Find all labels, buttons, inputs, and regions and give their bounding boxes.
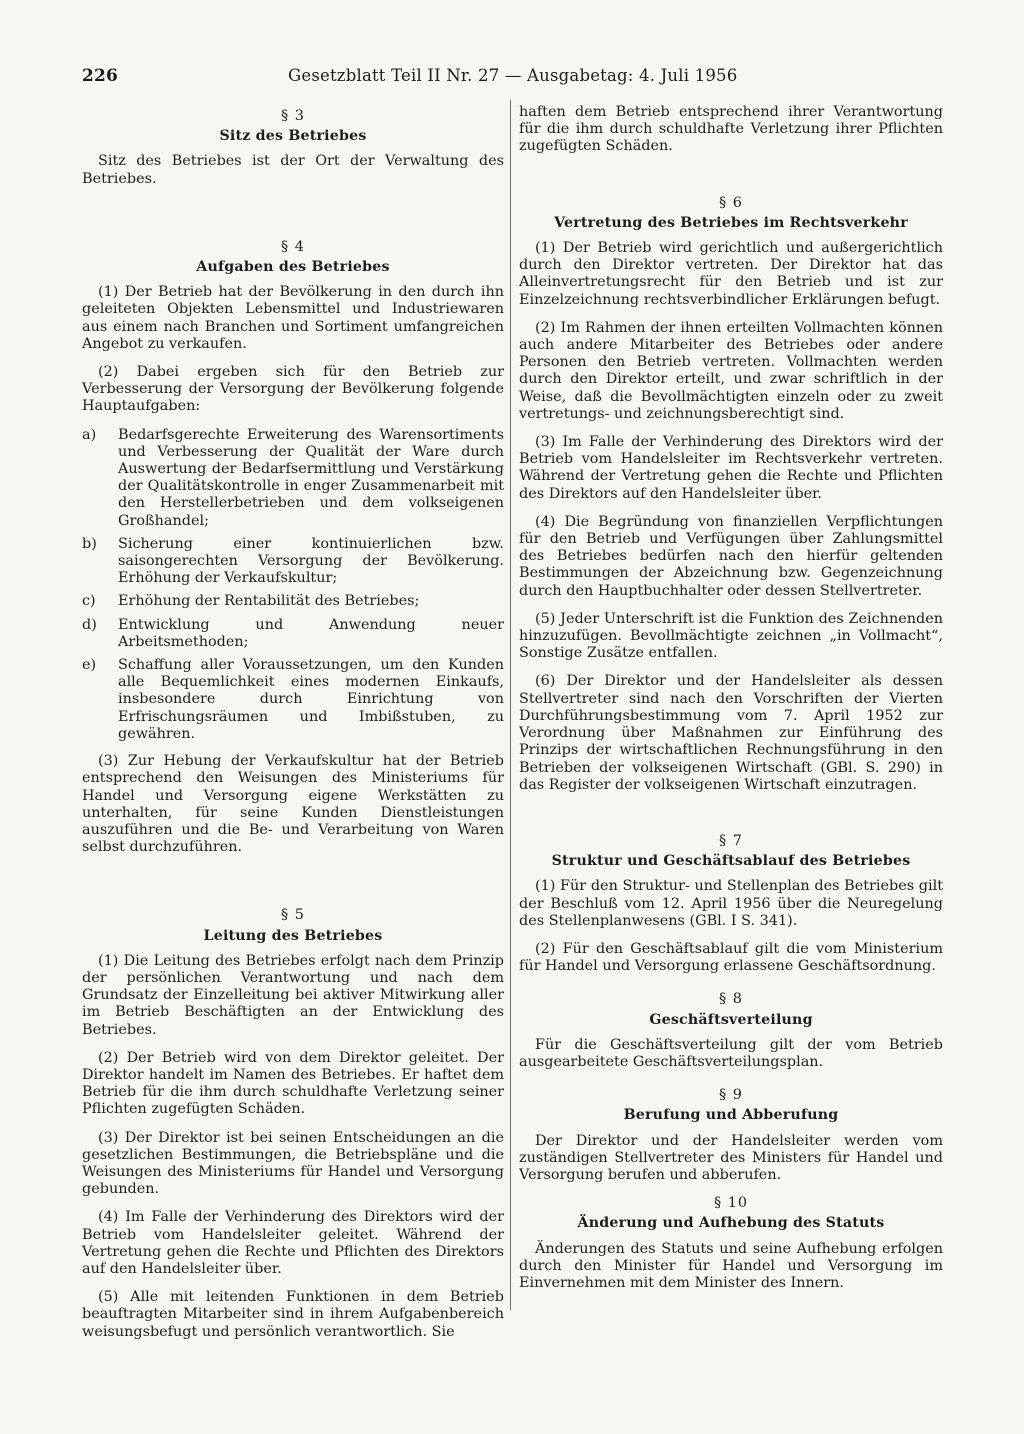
list-item: [82, 657, 504, 743]
section-6-paragraph-2: (2) Im Rahmen der ihnen erteilten Vollmachten können auch andere Mitarbeiter des Betriebes oder andere Personen den Betrieb vertreten. Vollmachten werden durch den Direktor erteilt, und zwar schriftlich in der Weise, daß die Bevollmächtigten einzeln oder zu zweit vertretungs- und zeichnungsberechtigt sind.: [519, 319, 943, 422]
section-8-paragraph: Für die Geschäftsverteilung gilt der vom Betrieb ausgearbeitete Geschäftsverteilungsplan.: [519, 1036, 943, 1070]
section-6-paragraph-3: (3) Im Falle der Verhinderung des Direktors wird der Betrieb vom Handelsleiter im Rechtsverkehr vertreten. Während der Vertretung gehen die Rechte und Pflichten des Direktors auf den Handelsleiter über.: [519, 434, 943, 502]
section-9-number: § 9: [719, 1087, 743, 1104]
section-7-number: § 7: [719, 832, 743, 849]
section-7-paragraph-1: (1) Für den Struktur- und Stellenplan des Betriebes gilt der Beschluß vom 12. April 1956 über die Neuregelung des Stellenplanwesens (GBl. I S. 341).: [519, 878, 943, 929]
list-item-text: Entwicklung und Anwendung neuer Arbeitsmethoden;: [118, 616, 504, 650]
section-5-heading: Leitung des Betriebes: [203, 927, 383, 944]
list-item-text: Erhöhung der Rentabilität des Betriebes;: [118, 593, 420, 610]
section-5-paragraph-3: (3) Der Direktor ist bei seinen Entscheidungen an die gesetzlichen Bestimmungen, die Betriebspläne und die Weisungen des Ministeriums für Handel und Versorgung gebunden.: [82, 1129, 504, 1198]
section-6-heading: Vertretung des Betriebes im Rechtsverkehr: [554, 214, 908, 231]
list-item: [82, 427, 504, 530]
list-item-label: d): [82, 616, 97, 633]
gazette-title: Gesetzblatt Teil II Nr. 27 — Ausgabetag: 4. Juli 1956: [288, 66, 738, 85]
section-9-paragraph: Der Direktor und der Handelsleiter werden vom zuständigen Stellvertreter des Ministers für Handel und Versorgung berufen und abberufen.: [519, 1132, 943, 1183]
section-10-paragraph: Änderungen des Statuts und seine Aufhebung erfolgen durch den Minister für Handel und Versorgung im Einvernehmen mit dem Minister des Innern.: [519, 1240, 943, 1291]
list-item-label: c): [82, 593, 96, 610]
list-item: [82, 617, 504, 651]
section-6-paragraph-6: (6) Der Direktor und der Handelsleiter als dessen Stellvertreter sind nach den Vorschriften der Vierten Durchführungsbestimmung vom 7. April 1952 zur Verordnung über Maßnahmen zur Einführung des Prinzips der wirtschaftlichen Rechnungsführung in den Betrieben der volkseigenen Wirtschaft (GBl. S. 290) in das Register der volkseigenen Wirtschaft einzutragen.: [519, 673, 943, 793]
list-item-text: Schaffung aller Voraussetzungen, um den Kunden alle Bequemlichkeit eines modernen Einkaufs, insbesondere durch Einrichtung von Erfrischungsräumen und Imbißstuben, zu gewähren.: [118, 657, 504, 742]
list-item-text: Sicherung einer kontinuierlichen bzw. saisongerechten Versorgung der Bevölkerung. Erhöhung der Verkaufskultur;: [118, 535, 504, 587]
section-9-heading: Berufung und Abberufung: [623, 1107, 839, 1124]
section-5-number: § 5: [281, 907, 305, 924]
section-10-number: § 10: [713, 1195, 749, 1212]
section-5-paragraph-1: (1) Die Leitung des Betriebes erfolgt nach dem Prinzip der persönlichen Verantwortung und nach dem Grundsatz der Einzelleitung bei aktiver Mitwirkung aller im Betrieb Beschäftigten an der Entwicklung des Betriebes.: [82, 952, 504, 1038]
list-item-label: a): [82, 426, 97, 443]
section-4-heading: Aufgaben des Betriebes: [196, 259, 390, 276]
left-column: [82, 108, 504, 1352]
section-5-paragraph-4: (4) Im Falle der Verhinderung des Direktors wird der Betrieb vom Handelsleiter geleitet. Während der Vertretung gehen die Rechte und Pflichten des Direktors auf den Handelsleiter über.: [82, 1209, 504, 1277]
section-5-continuation: haften dem Betrieb entsprechend ihrer Verantwortung für die ihm durch schuldhafte Verletzung ihrer Pflichten zugefügten Schäden.: [519, 104, 943, 155]
list-item-text: Bedarfsgerechte Erweiterung des Warensortiments und Verbesserung der Qualität der Ware durch Auswertung der Bedarfsermittlung und Verstärkung der Qualitätskontrolle in enger Zusammenarbeit mit den Herstellerbetrieben und dem volkseigenen Großhandel;: [118, 426, 504, 529]
section-6-number: § 6: [719, 194, 743, 211]
section-7-heading: Struktur und Geschäftsablauf des Betriebes: [551, 853, 911, 870]
list-item: [82, 536, 504, 588]
page-number: 226: [82, 66, 119, 86]
section-8-number: § 8: [719, 991, 743, 1008]
section-10-heading: Änderung und Aufhebung des Statuts: [577, 1215, 885, 1232]
section-6-paragraph-5: (5) Jeder Unterschrift ist die Funktion des Zeichnenden hinzuzufügen. Bevollmächtigte zeichnen „in Vollmacht“, Sonstige Zusätze entfallen.: [519, 610, 943, 662]
section-4-paragraph-2: (2) Dabei ergeben sich für den Betrieb zur Verbesserung der Versorgung der Bevölkerung folgende Hauptaufgaben:: [82, 364, 504, 415]
list-item-label: b): [82, 535, 97, 552]
section-5-paragraph-2: (2) Der Betrieb wird von dem Direktor geleitet. Der Direktor handelt im Namen des Betriebes. Er haftet dem Betrieb für die ihm durch schuldhafte Verletzung seiner Pflichten zugefügten Schäden.: [82, 1049, 504, 1118]
section-3-paragraph: Sitz des Betriebes ist der Ort der Verwaltung des Betriebes.: [82, 153, 504, 187]
list-item: [82, 593, 504, 610]
section-8-heading: Geschäftsverteilung: [649, 1011, 813, 1028]
right-column: [519, 104, 943, 1303]
section-6-paragraph-1: (1) Der Betrieb wird gerichtlich und außergerichtlich durch den Direktor vertreten. Der Direktor hat das Alleinvertretungsrecht für den Betrieb und ist zur Einzelzeichnung rechtsverbindlicher Erklärungen befugt.: [519, 240, 943, 308]
section-3-heading: Sitz des Betriebes: [219, 128, 367, 145]
section-6-paragraph-4: (4) Die Begründung von finanziellen Verpflichtungen für den Betrieb und Verfügungen über Zahlungsmittel des Betriebes bedürfen nach den hierfür geltenden Bestimmungen der Abzeichnung bzw. Gegenzeichnung durch den Hauptbuchhalter oder dessen Stellvertreter.: [519, 513, 943, 599]
section-3-number: § 3: [281, 108, 305, 124]
column-divider: [510, 100, 511, 1310]
section-4-number: § 4: [281, 238, 305, 255]
section-4-paragraph-1: (1) Der Betrieb hat der Bevölkerung in den durch ihn geleiteten Objekten Lebensmittel und Industriewaren aus einem nach Branchen und Sortiment umfangreichen Angebot zu verkaufen.: [82, 284, 504, 352]
section-7-paragraph-2: (2) Für den Geschäftsablauf gilt die vom Ministerium für Handel und Versorgung erlassene Geschäftsordnung.: [519, 940, 943, 975]
section-5-paragraph-5: (5) Alle mit leitenden Funktionen in dem Betrieb beauftragten Mitarbeiter sind in ihrem Aufgabenbereich weisungsbefugt und persönlich verantwortlich. Sie: [82, 1289, 504, 1340]
section-4-paragraph-3: (3) Zur Hebung der Verkaufskultur hat der Betrieb entsprechend den Weisungen des Ministeriums für Handel und Versorgung eigene Werkstätten zu unterhalten, für seine Kunden Dienstleistungen auszuführen und die Be- und Verarbeitung von Waren selbst durchzuführen.: [82, 753, 504, 856]
list-item-label: e): [82, 657, 97, 674]
page-header: [82, 66, 952, 90]
